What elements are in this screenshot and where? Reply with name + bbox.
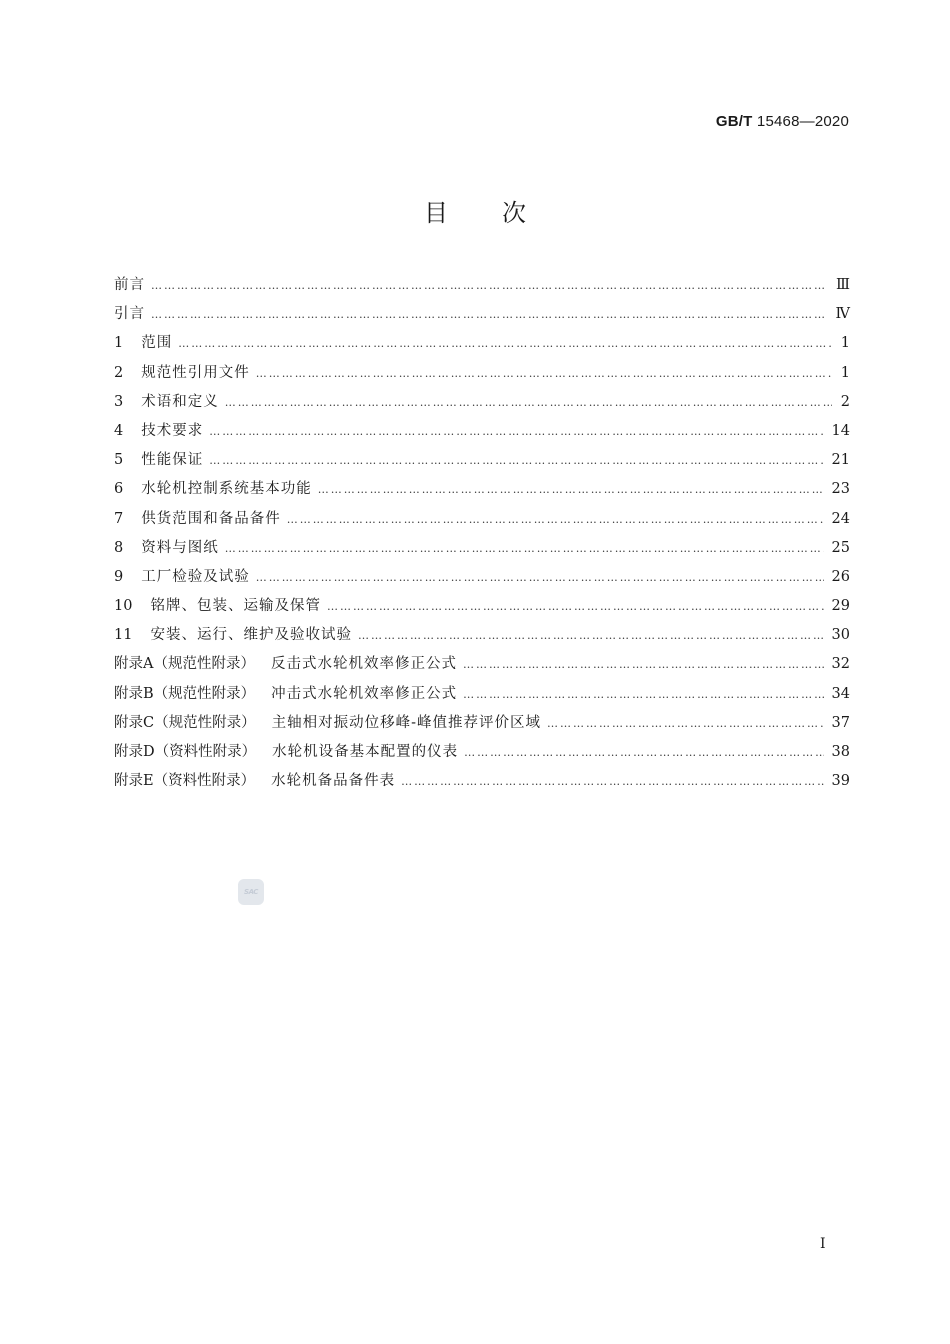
toc-entry-number: 10: [114, 598, 133, 615]
toc-entry[interactable]: [114, 680, 850, 709]
toc-entry-label: 术语和定义: [141, 393, 219, 410]
toc-entry-page: 1: [840, 364, 850, 381]
toc-entry-label: 引言: [114, 306, 145, 323]
toc-entry-number: 4: [114, 422, 124, 439]
toc-entry-page: 29: [831, 598, 850, 615]
toc-entry-page: 37: [831, 714, 850, 731]
toc-entry-page: 25: [831, 539, 850, 556]
toc-leader-dots: [209, 446, 823, 475]
toc-entry-label: 工厂检验及试验: [141, 568, 250, 585]
toc-entry[interactable]: [114, 709, 850, 738]
toc-entry-label: 铭牌、包装、运输及保管: [150, 598, 321, 615]
toc-entry-number: 附录C（规范性附录）: [114, 714, 256, 731]
toc-entry[interactable]: [114, 359, 850, 388]
title-char-2: 次: [502, 199, 526, 227]
toc-entry-label: 安装、运行、维护及验收试验: [150, 627, 352, 644]
toc-entry-number: 8: [114, 539, 124, 556]
toc-entry[interactable]: [114, 446, 850, 475]
toc-entry-page: 34: [831, 685, 850, 702]
toc-leader-dots: [358, 621, 824, 650]
title-char-1: 目: [424, 199, 448, 227]
toc-leader-dots: [178, 329, 832, 358]
toc-entry[interactable]: [114, 271, 850, 300]
toc-leader-dots: [464, 738, 823, 767]
toc-leader-dots: [225, 388, 832, 417]
toc-entry-page: 38: [831, 744, 850, 760]
toc-entry-number: 附录B（规范性附录）: [114, 685, 256, 702]
toc-entry-label: 反击式水轮机效率修正公式: [270, 656, 457, 673]
toc-leader-dots: [151, 271, 828, 300]
standard-code-number: 15468—2020: [756, 113, 849, 130]
toc-entry-page: Ⅲ: [836, 277, 850, 293]
toc-leader-dots: [318, 475, 824, 504]
toc-leader-dots: [327, 592, 824, 621]
toc-entry[interactable]: [114, 417, 850, 446]
toc-entry[interactable]: [114, 621, 850, 650]
toc-entry[interactable]: [114, 475, 850, 504]
toc-entry-number: 7: [114, 510, 124, 527]
toc-entry-number: 3: [114, 393, 124, 410]
toc-entry[interactable]: [114, 329, 850, 358]
toc-entry-label: 技术要求: [141, 422, 204, 439]
toc-entry-page: 23: [831, 481, 850, 498]
toc-entry-label: 规范性引用文件: [141, 364, 250, 381]
toc-entry[interactable]: [114, 300, 850, 329]
toc-leader-dots: [401, 767, 823, 796]
standard-code: [716, 113, 849, 130]
toc-leader-dots: [547, 709, 824, 738]
toc-entry-number: 5: [114, 452, 124, 469]
toc-entry-label: 水轮机控制系统基本功能: [141, 481, 312, 498]
toc-entry-number: 1: [114, 335, 124, 352]
toc-entry-label: 供货范围和备品备件: [141, 510, 281, 527]
toc-entry-label: 范围: [141, 335, 173, 352]
toc-leader-dots: [463, 680, 823, 709]
sac-logo-icon: SAC: [238, 879, 264, 905]
toc-entry-page: 2: [840, 393, 850, 410]
toc-entry[interactable]: [114, 505, 850, 534]
toc-entry-label: 主轴相对振动位移峰-峰值推荐评价区域: [271, 714, 541, 731]
toc-entry-label: 水轮机备品备件表: [271, 773, 396, 790]
toc-entry-label: 前言: [114, 277, 145, 293]
table-of-contents: [114, 271, 850, 796]
toc-entry[interactable]: [114, 563, 850, 592]
toc-entry-number: 附录E（资料性附录）: [114, 773, 256, 790]
toc-entry-page: 1: [840, 335, 850, 352]
toc-entry-page: 32: [831, 656, 850, 673]
toc-entry-number: 9: [114, 568, 124, 585]
toc-entry[interactable]: [114, 767, 850, 796]
toc-entry-number: 2: [114, 364, 124, 381]
toc-leader-dots: [287, 505, 824, 534]
toc-entry-page: Ⅳ: [835, 306, 850, 323]
toc-entry-page: 26: [831, 568, 850, 585]
toc-entry-page: 14: [831, 422, 850, 439]
toc-entry[interactable]: [114, 738, 850, 767]
toc-leader-dots: [256, 359, 832, 388]
toc-entry[interactable]: [114, 650, 850, 679]
page-number: I: [820, 1236, 826, 1252]
toc-entry-page: 39: [831, 773, 850, 790]
page-title: [0, 193, 950, 228]
toc-entry[interactable]: [114, 534, 850, 563]
toc-entry-page: 30: [831, 627, 850, 644]
toc-leader-dots: [256, 563, 824, 592]
toc-leader-dots: [151, 300, 828, 329]
toc-entry-label: 水轮机设备基本配置的仪表: [272, 744, 459, 760]
toc-entry-number: 附录D（资料性附录）: [114, 744, 257, 760]
toc-entry-label: 资料与图纸: [141, 539, 219, 556]
toc-entry[interactable]: [114, 388, 850, 417]
toc-entry-label: 性能保证: [141, 452, 204, 469]
toc-entry-number: 6: [114, 481, 124, 498]
toc-leader-dots: [463, 650, 824, 679]
toc-leader-dots: [225, 534, 824, 563]
toc-leader-dots: [209, 417, 823, 446]
toc-entry-page: 24: [831, 510, 850, 527]
toc-entry[interactable]: [114, 592, 850, 621]
toc-entry-number: 附录A（规范性附录）: [114, 656, 255, 673]
standard-code-prefix: GB/T: [715, 113, 753, 130]
toc-entry-page: 21: [831, 452, 850, 469]
toc-entry-label: 冲击式水轮机效率修正公式: [271, 685, 458, 702]
toc-entry-number: 11: [114, 627, 133, 644]
